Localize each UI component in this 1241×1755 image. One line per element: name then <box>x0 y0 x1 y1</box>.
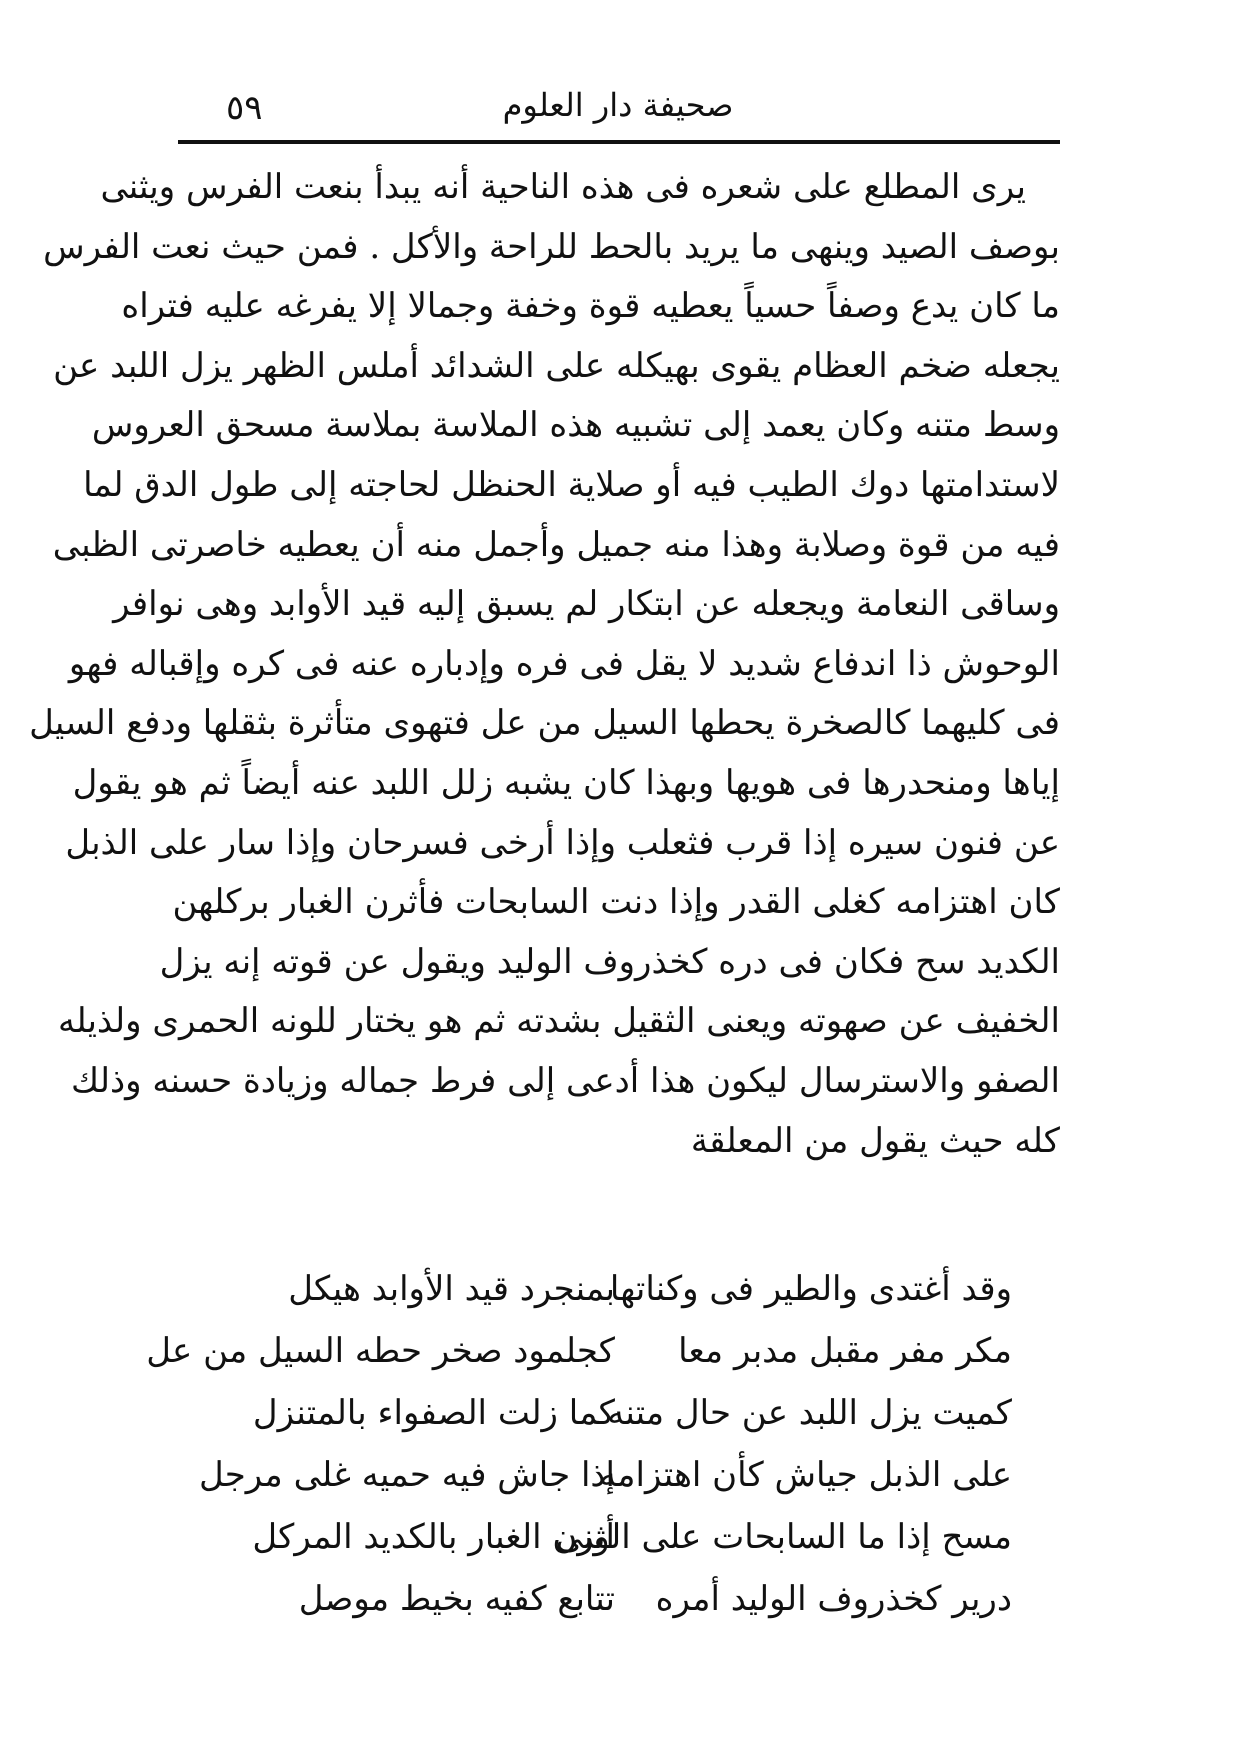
prose-line: الخفيف عن صهوته ويعنى الثقيل بشدته ثم هو يختار للونه الحمرى ولذيله <box>57 1001 1060 1042</box>
prose-line: وسط متنه وكان يعمد إلى تشبيه هذه الملاسة بملاسة مسحق العروس <box>91 405 1060 446</box>
prose-line: الكديد سح فكان فى دره كخذروف الوليد ويقول عن قوته إنه يزل <box>159 941 1060 982</box>
prose-line: لاستدامتها دوك الطيب فيه أو صلاية الحنظل لحاجته إلى طول الدق لما <box>83 464 1060 505</box>
prose-line: عن فنون سيره إذا قرب فثعلب وإذا أرخى فسرحان وإذا سار على الذبل <box>65 822 1060 863</box>
prose-line: كان اهتزامه كغلى القدر وإذا دنت السابحات فأثرن الغبار بركلهن <box>172 882 1060 923</box>
hemistich-second: كما زلت الصفواء بالمتنزل <box>252 1393 615 1433</box>
running-title: صحيفة دار العلوم <box>502 86 734 124</box>
hemistich-second: أثرن الغبار بالكديد المركل <box>252 1517 615 1557</box>
poem-verse <box>178 1506 1060 1568</box>
poem-block <box>146 1258 1060 1630</box>
hemistich-second: كجلمود صخر حطه السيل من عل <box>146 1331 615 1371</box>
hemistich-first: مكر مفر مقبل مدبر معا <box>678 1331 1012 1371</box>
prose-body <box>29 158 1060 1171</box>
header-rule <box>178 140 1060 144</box>
hemistich-first: كميت يزل اللبد عن حال متنه <box>607 1393 1012 1433</box>
poem-verse <box>178 1568 1060 1630</box>
page-header <box>178 78 1058 138</box>
prose-line: الصفو والاسترسال ليكون هذا أدعى إلى فرط جماله وزيادة حسنه وذلك <box>70 1060 1060 1101</box>
poem-verse <box>178 1444 1060 1506</box>
hemistich-first: مسح إذا ما السابحات على الونى <box>555 1517 1012 1557</box>
hemistich-first: درير كخذروف الوليد أمره <box>655 1579 1012 1619</box>
prose-line: إياها ومنحدرها فى هويها وبهذا كان يشبه زلل اللبد عنه أيضاً ثم هو يقول <box>72 762 1060 803</box>
poem-verse <box>178 1382 1060 1444</box>
hemistich-first: وقد أغتدى والطير فى وكناتها <box>609 1269 1012 1309</box>
prose-line: فيه من قوة وصلابة وهذا منه جميل وأجمل منه أن يعطيه خاصرتى الظبى <box>52 524 1060 565</box>
prose-line: وساقى النعامة ويجعله عن ابتكار لم يسبق إليه قيد الأوابد وهى نوافر <box>113 584 1060 625</box>
prose-line: يجعله ضخم العظام يقوى بهيكله على الشدائد أملس الظهر يزل اللبد عن <box>53 345 1060 386</box>
hemistich-first: على الذبل جياش كأن اهتزامه <box>599 1455 1012 1495</box>
prose-line: كله حيث يقول من المعلقة <box>690 1120 1060 1161</box>
prose-line: ما كان يدع وصفاً حسياً يعطيه قوة وخفة وجمالا إلا يفرغه عليه فتراه <box>121 286 1060 327</box>
poem-verse <box>178 1258 1060 1320</box>
page-number: ٥٩ <box>226 88 263 128</box>
prose-line: يرى المطلع على شعره فى هذه الناحية أنه يبدأ بنعت الفرس ويثنى <box>100 167 1026 207</box>
hemistich-second: تتابع كفيه بخيط موصل <box>298 1579 615 1619</box>
poem-verse <box>146 1320 1060 1382</box>
prose-line: الوحوش ذا اندفاع شديد لا يقل فى فره وإدباره عنه فى كره وإقباله فهو <box>68 643 1060 684</box>
prose-line: بوصف الصيد وينهى ما يريد بالحط للراحة والأكل . فمن حيث نعت الفرس <box>43 226 1060 267</box>
hemistich-second: بمنجرد قيد الأوابد هيكل <box>288 1269 615 1309</box>
prose-line: فى كليهما كالصخرة يحطها السيل من عل فتهوى متأثرة بثقلها ودفع السيل <box>29 703 1060 744</box>
hemistich-second: إذا جاش فيه حميه غلى مرجل <box>199 1455 615 1495</box>
